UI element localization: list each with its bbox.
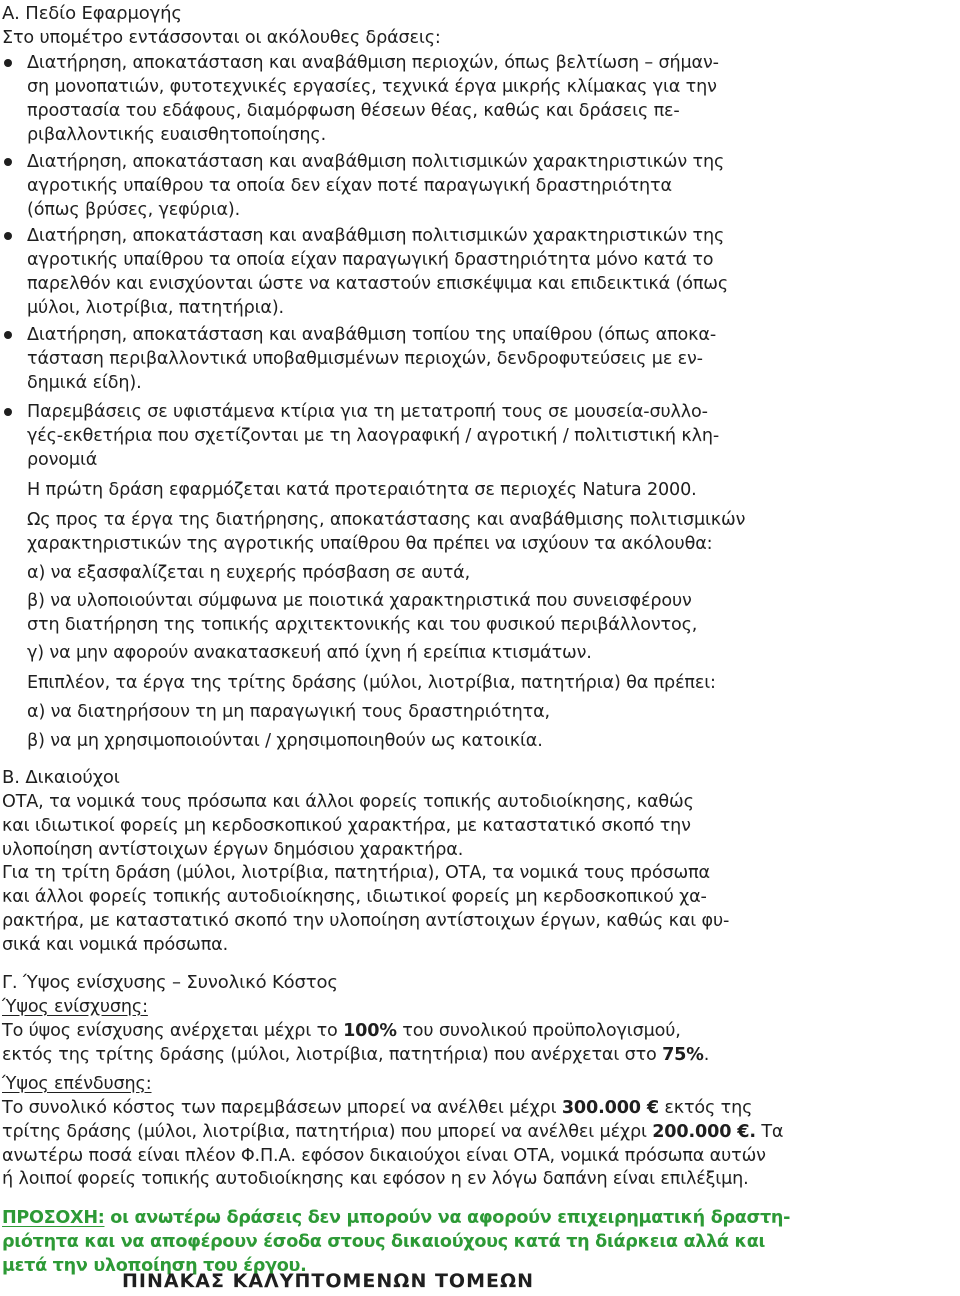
aid-line bbox=[2, 1019, 681, 1043]
beneficiaries-line: και άλλοι φορείς τοπικής αυτοδιοίκησης, ιδιωτικοί φορείς μη κερδοσκοπικού χα- bbox=[2, 887, 707, 907]
list-item-line: ριβαλλοντικής ευαισθητοποίησης. bbox=[27, 125, 327, 145]
aid-text: . bbox=[703, 1045, 710, 1065]
works-item-c: γ) να μην αφορούν ανακατασκευή από ίχνη ή ερείπια κτισμάτων. bbox=[27, 643, 592, 663]
beneficiaries-line: Για τη τρίτη δράση (μύλοι, λιοτρίβια, πατητήρια), ΟΤΑ, τα νομικά τους πρόσωπα bbox=[2, 863, 710, 883]
investment-text: Τα bbox=[755, 1122, 784, 1142]
list-item-line: (όπως βρύσες, γεφύρια). bbox=[27, 200, 241, 220]
section-a-title: Α. Πεδίο Εφαρμογής bbox=[2, 3, 182, 24]
aid-line bbox=[2, 1043, 709, 1067]
beneficiaries-line: ρακτήρα, με καταστατικό σκοπό την υλοποίηση αντίστοιχων έργων, καθώς και φυ- bbox=[2, 911, 730, 931]
third-action-intro: Επιπλέον, τα έργα της τρίτης δράσης (μύλοι, λιοτρίβια, πατητήρια) θα πρέπει: bbox=[27, 673, 716, 693]
list-item-line: ση μονοπατιών, φυτοτεχνικές εργασίες, τεχνικά έργα μικρής κλίμακας για την bbox=[27, 77, 717, 97]
third-action-item-a: α) να διατηρήσουν τη μη παραγωγική τους δραστηριότητα, bbox=[27, 702, 551, 722]
aid-label: Ύψος ενίσχυσης: bbox=[2, 997, 148, 1017]
investment-label: Ύψος επένδυσης: bbox=[2, 1074, 152, 1094]
list-item-line: αγροτικής υπαίθρου τα οποία δεν είχαν ποτέ παραγωγική δραστηριότητα bbox=[27, 176, 672, 196]
aid-text: του συνολικού προϋπολογισμού, bbox=[396, 1021, 681, 1041]
list-item-line: μύλοι, λιοτρίβια, πατητήρια). bbox=[27, 298, 284, 318]
section-c-title-text: Γ. Ύψος ενίσχυσης – Συνολικό Κόστος bbox=[2, 972, 338, 993]
investment-line: ή λοιποί φορείς τοπικής αυτοδιοίκησης και εφόσον η εν λόγω δαπάνη είναι επιλέξιμη. bbox=[2, 1169, 749, 1189]
aid-text: εκτός της τρίτης δράσης (μύλοι, λιοτρίβια, πατητήρια) που ανέρχεται στο bbox=[2, 1045, 663, 1065]
list-item-line: Διατήρηση, αποκατάσταση και αναβάθμιση πολιτισμικών χαρακτηριστικών της bbox=[27, 152, 725, 172]
natura-note: Η πρώτη δράση εφαρμόζεται κατά προτεραιότητα σε περιοχές Natura 2000. bbox=[27, 480, 697, 500]
aid-text: Το ύψος ενίσχυσης ανέρχεται μέχρι το bbox=[2, 1021, 344, 1041]
beneficiaries-line: σικά και νομικά πρόσωπα. bbox=[2, 935, 229, 955]
warning-label: ΠΡΟΣΟΧΗ: bbox=[2, 1208, 105, 1228]
aid-percentage: 100% bbox=[343, 1021, 397, 1041]
list-item-line: ρονομιά bbox=[27, 450, 98, 470]
beneficiaries-line: και ιδιωτικοί φορείς μη κερδοσκοπικού χαρακτήρα, με καταστατικό σκοπό την bbox=[2, 816, 691, 836]
warning-line bbox=[2, 1206, 790, 1230]
table-heading: ΠΙΝΑΚΑΣ ΚΑΛΥΠΤΟΜΕΝΩΝ ΤΟΜΕΩΝ bbox=[122, 1270, 535, 1292]
warning-line: μετά την υλοποίηση του έργου. bbox=[2, 1256, 307, 1276]
investment-line: ανωτέρω ποσά είναι πλέον Φ.Π.Α. εφόσον δικαιούχοι είναι ΟΤΑ, νομικά πρόσωπα αυτών bbox=[2, 1146, 766, 1166]
investment-amount: 200.000 €. bbox=[652, 1122, 756, 1142]
list-item-line: παρελθόν και ενισχύονται ώστε να καταστούν επισκέψιμα και επιδεικτικά (όπως bbox=[27, 274, 729, 294]
list-item-line: δημικά είδη). bbox=[27, 373, 142, 393]
works-intro-line: Ως προς τα έργα της διατήρησης, αποκατάστασης και αναβάθμισης πολιτισμικών bbox=[27, 510, 746, 530]
investment-text: τρίτης δράσης (μύλοι, λιοτρίβια, πατητήρια) που μπορεί να ανέλθει μέχρι bbox=[2, 1122, 653, 1142]
list-item-line: Διατήρηση, αποκατάσταση και αναβάθμιση περιοχών, όπως βελτίωση – σήμαν- bbox=[27, 53, 719, 73]
section-c-title bbox=[2, 971, 338, 995]
third-action-item-b: β) να μη χρησιμοποιούνται / χρησιμοποιηθούν ως κατοικία. bbox=[27, 731, 543, 751]
works-item-a: α) να εξασφαλίζεται η ευχερής πρόσβαση σε αυτά, bbox=[27, 563, 471, 583]
aid-percentage: 75% bbox=[662, 1045, 704, 1065]
list-item-line: Παρεμβάσεις σε υφιστάμενα κτίρια για τη μετατροπή τους σε μουσεία-συλλο- bbox=[27, 402, 708, 422]
investment-amount: 300.000 € bbox=[561, 1098, 659, 1118]
list-item-line: Διατήρηση, αποκατάσταση και αναβάθμιση τοπίου της υπαίθρου (όπως αποκα- bbox=[27, 325, 717, 345]
section-a-intro: Στο υπομέτρο εντάσσονται οι ακόλουθες δράσεις: bbox=[2, 28, 441, 48]
investment-line bbox=[2, 1120, 783, 1144]
list-item-line: Διατήρηση, αποκατάσταση και αναβάθμιση πολιτισμικών χαρακτηριστικών της bbox=[27, 226, 725, 246]
list-item-line: γές-εκθετήρια που σχετίζονται με τη λαογραφική / αγροτική / πολιτιστική κλη- bbox=[27, 426, 720, 446]
works-item-b-line: στη διατήρηση της τοπικής αρχιτεκτονικής και του φυσικού περιβάλλοντος, bbox=[27, 615, 698, 635]
investment-line bbox=[2, 1096, 752, 1120]
list-item-line: αγροτικής υπαίθρου τα οποία είχαν παραγωγική δραστηριότητα μόνο κατά το bbox=[27, 250, 714, 270]
warning-line: ριότητα και να αποφέρουν έσοδα στους δικαιούχους κατά τη διάρκεια αλλά και bbox=[2, 1232, 766, 1252]
warning-text: οι ανωτέρω δράσεις δεν μπορούν να αφορούν επιχειρηματική δραστη- bbox=[104, 1208, 791, 1228]
section-b-title: Β. Δικαιούχοι bbox=[2, 767, 120, 788]
works-intro-line: χαρακτηριστικών της αγροτικής υπαίθρου θα πρέπει να ισχύουν τα ακόλουθα: bbox=[27, 534, 713, 554]
investment-text: εκτός της bbox=[658, 1098, 753, 1118]
works-item-b-line: β) να υλοποιούνται σύμφωνα με ποιοτικά χαρακτηριστικά που συνεισφέρουν bbox=[27, 591, 692, 611]
list-item-line: τάσταση περιβαλλοντικά υποβαθμισμένων περιοχών, δενδροφυτεύσεις με εν- bbox=[27, 349, 703, 369]
list-item-line: προστασία του εδάφους, διαμόρφωση θέσεων θέας, καθώς και δράσεις πε- bbox=[27, 101, 680, 121]
beneficiaries-line: ΟΤΑ, τα νομικά τους πρόσωπα και άλλοι φορείς τοπικής αυτοδιοίκησης, καθώς bbox=[2, 792, 694, 812]
investment-text: Το συνολικό κόστος των παρεμβάσεων μπορεί να ανέλθει μέχρι bbox=[2, 1098, 562, 1118]
beneficiaries-line: υλοποίηση αντίστοιχων έργων δημόσιου χαρακτήρα. bbox=[2, 840, 464, 860]
